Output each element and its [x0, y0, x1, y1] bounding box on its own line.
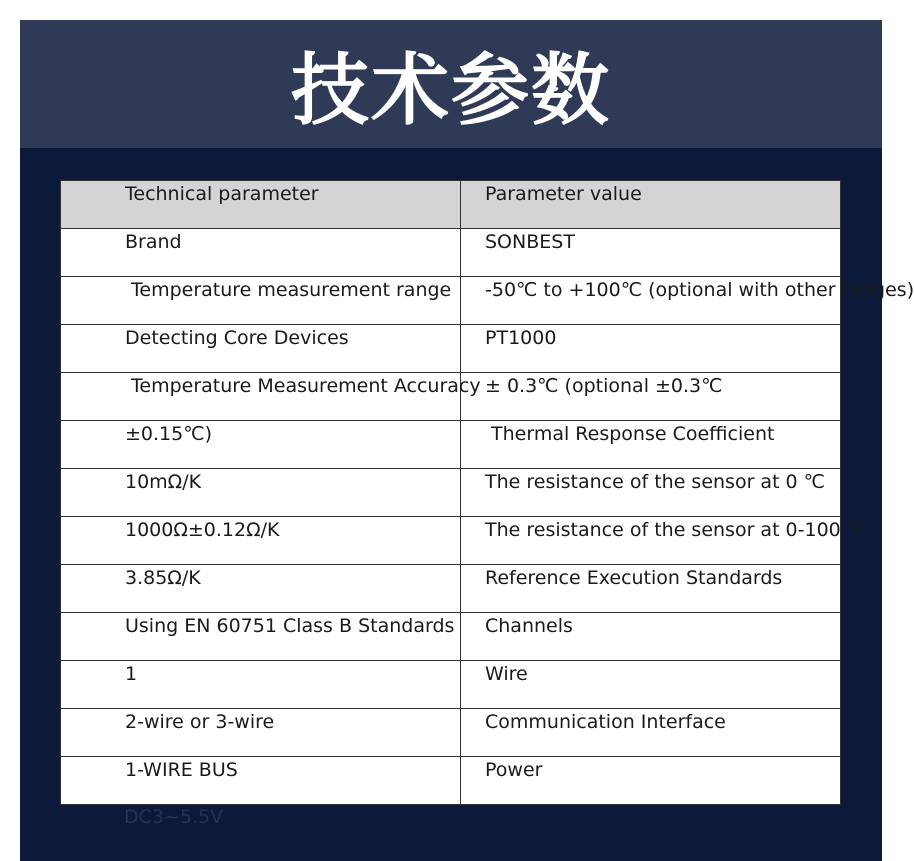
parameter-cell: Temperature Measurement Accuracy: [61, 373, 461, 420]
table-row: [61, 373, 841, 421]
header-banner: [20, 20, 882, 148]
value-cell: Communication Interface: [461, 709, 841, 756]
column-header-parameter: Technical parameter: [61, 181, 461, 228]
table-header-row: [61, 181, 841, 229]
table-row: [61, 469, 841, 517]
table-row: [61, 325, 841, 373]
table-row: [61, 613, 841, 661]
value-cell: -50℃ to +100℃ (optional with other ranges): [461, 277, 841, 324]
parameter-cell: 10mΩ/K: [61, 469, 461, 516]
parameter-cell: 1: [61, 661, 461, 708]
table-row: [61, 709, 841, 757]
column-header-value: Parameter value: [461, 181, 841, 228]
parameter-cell: Brand: [61, 229, 461, 276]
value-cell: Reference Execution Standards: [461, 565, 841, 612]
value-cell: The resistance of the sensor at 0 ℃: [461, 469, 841, 516]
parameter-table: [60, 180, 914, 805]
value-cell: PT1000: [461, 325, 841, 372]
value-cell: ± 0.3℃ (optional ±0.3℃: [461, 373, 841, 420]
parameter-cell: 2-wire or 3-wire: [61, 709, 461, 756]
table-row: [61, 421, 841, 469]
value-cell: Power: [461, 757, 841, 804]
table-row: [61, 229, 841, 277]
value-cell: SONBEST: [461, 229, 841, 276]
value-cell: Thermal Response Coefficient: [461, 421, 841, 468]
table-row: [61, 565, 841, 613]
value-cell: Channels: [461, 613, 841, 660]
value-cell: Wire: [461, 661, 841, 708]
table-row: [61, 277, 914, 325]
table-row: [61, 517, 869, 565]
parameter-cell: Temperature measurement range: [61, 277, 461, 324]
table-row: [61, 661, 841, 709]
value-cell: The resistance of the sensor at 0-100 ℃: [461, 517, 841, 564]
overflow-value-text: DC3~5.5V: [124, 806, 224, 828]
parameter-cell: 3.85Ω/K: [61, 565, 461, 612]
parameter-cell: 1000Ω±0.12Ω/K: [61, 517, 461, 564]
parameter-cell: 1-WIRE BUS: [61, 757, 461, 804]
parameter-cell: Using EN 60751 Class B Standards: [61, 613, 461, 660]
parameter-cell: Detecting Core Devices: [61, 325, 461, 372]
page-title: 技术参数: [290, 46, 611, 136]
parameter-cell: ±0.15℃): [61, 421, 461, 468]
table-row: [61, 757, 841, 805]
